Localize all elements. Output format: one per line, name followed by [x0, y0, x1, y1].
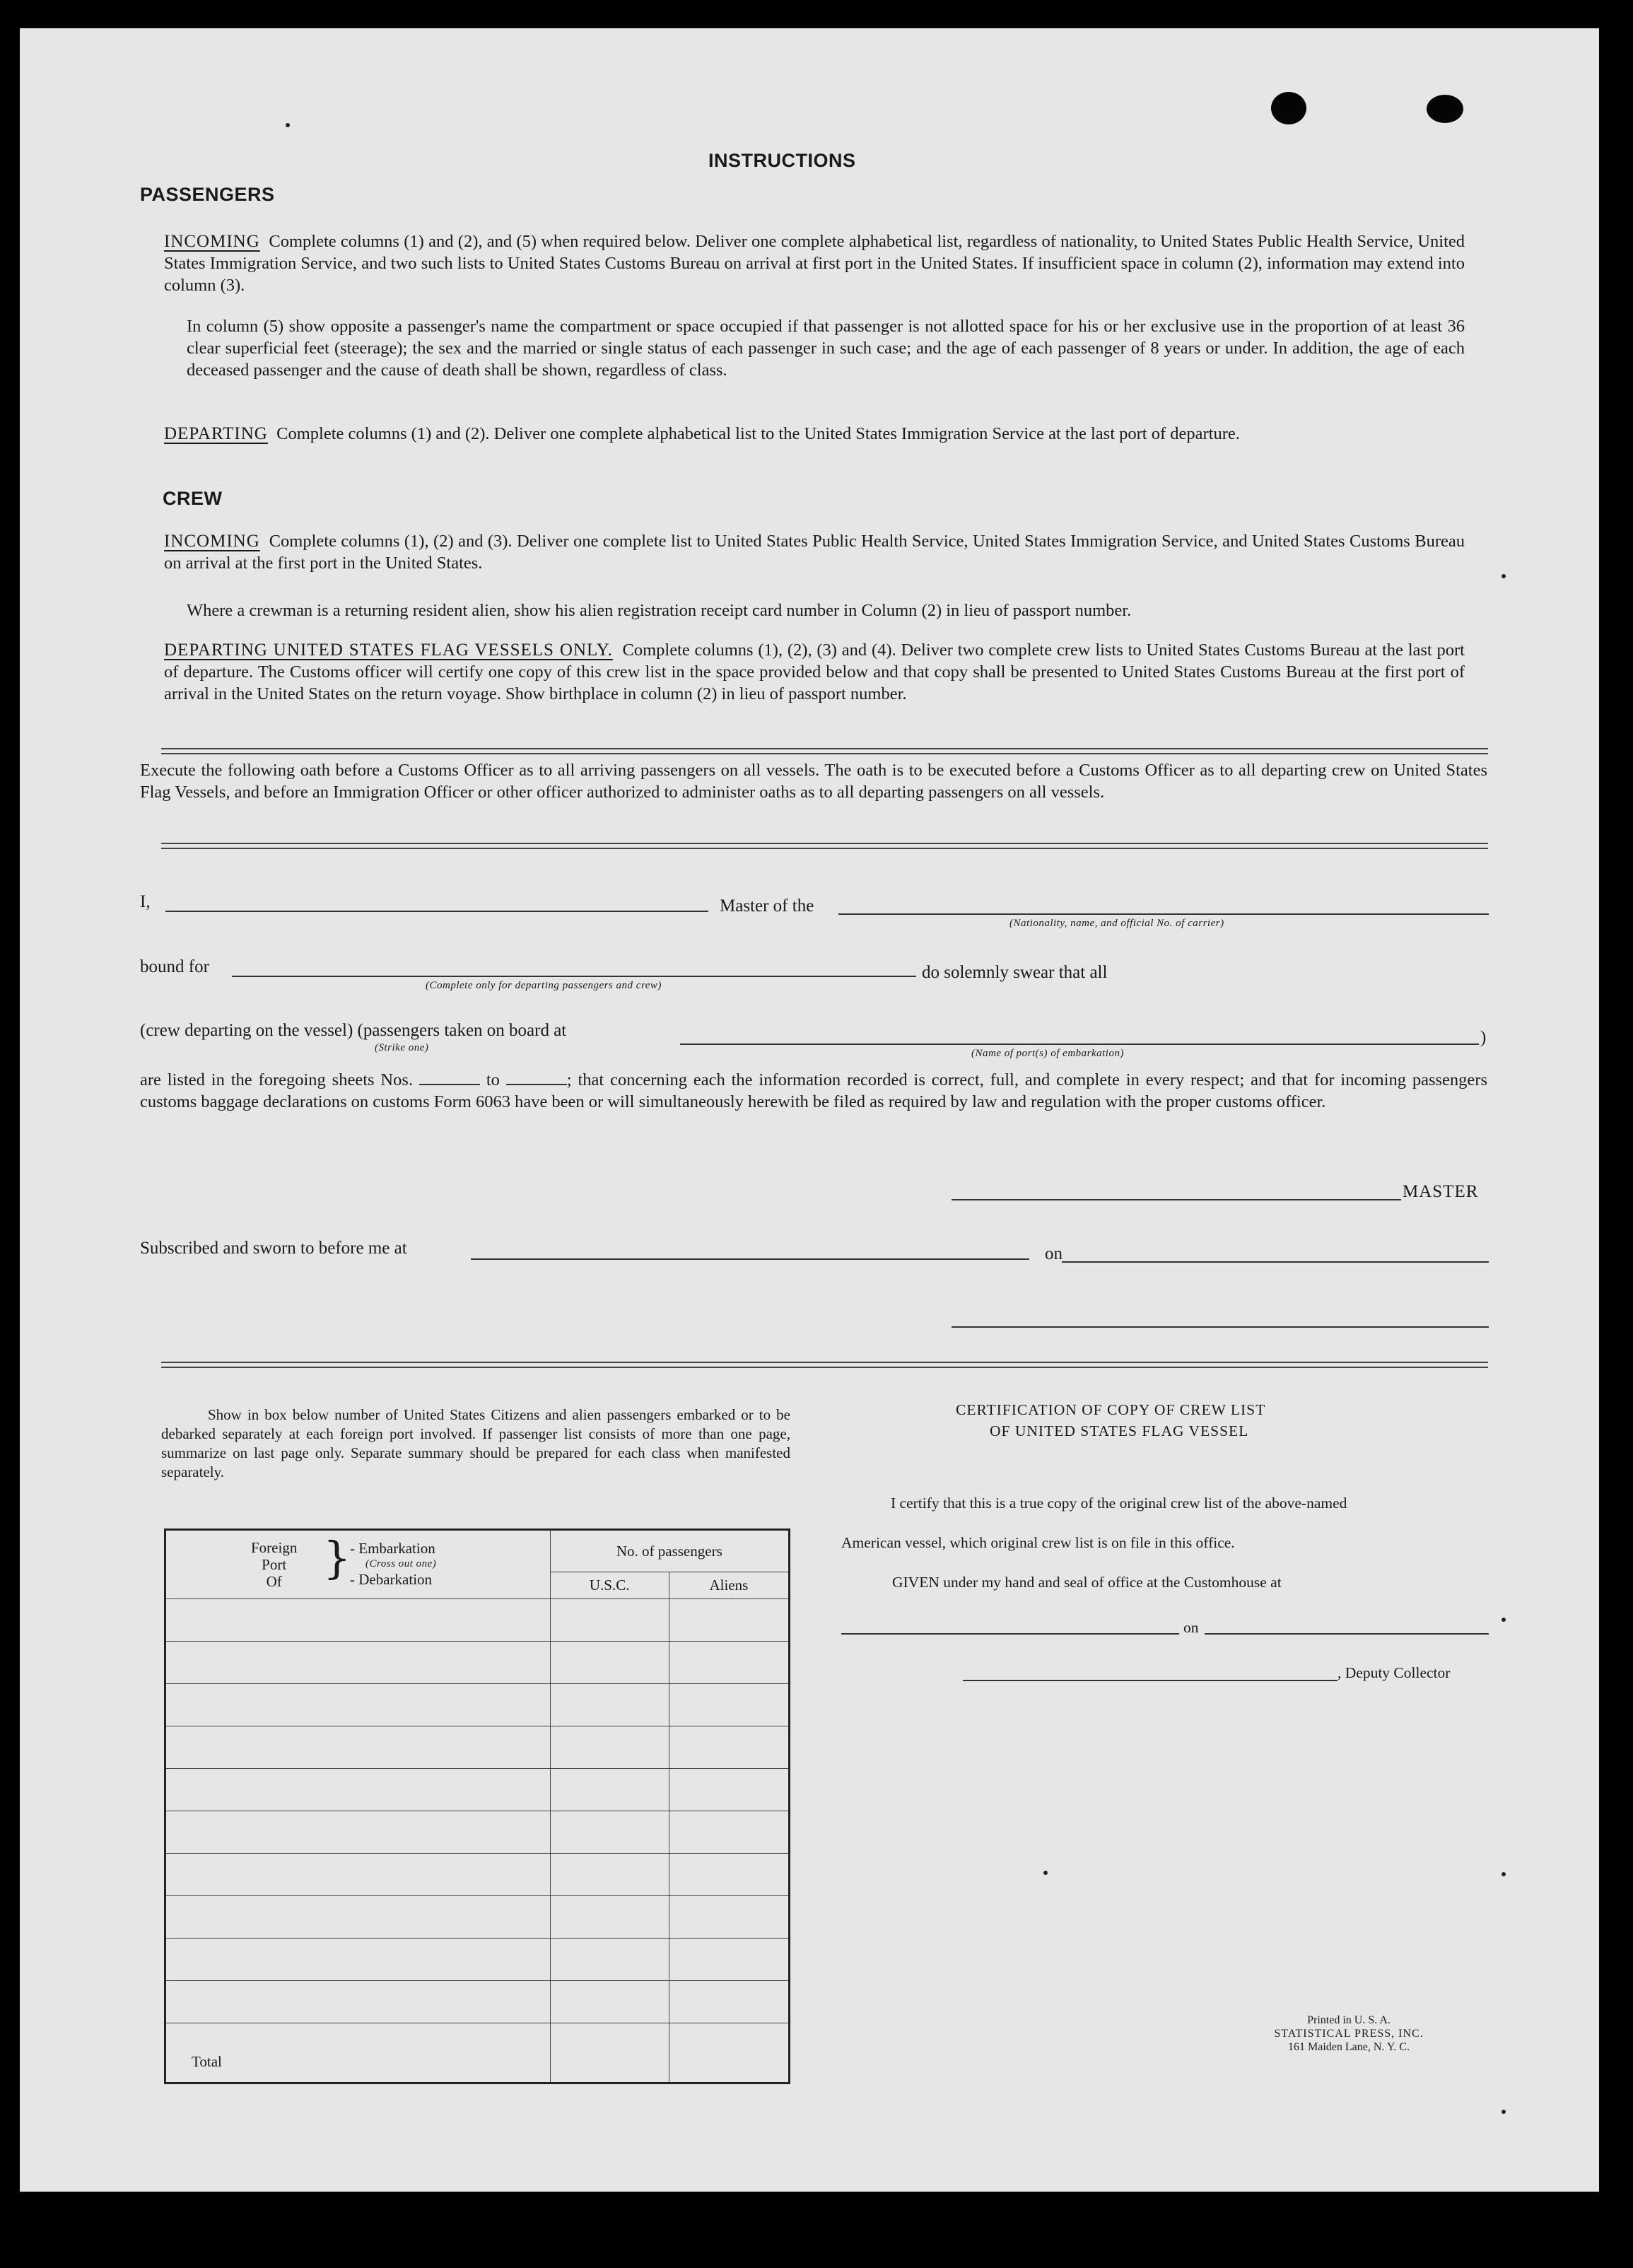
- passengers-incoming-label: INCOMING: [164, 232, 260, 251]
- scan-speck: [1502, 1618, 1506, 1622]
- scan-speck: [286, 123, 290, 127]
- carrier-caption: (Nationality, name, and official No. of carrier): [1009, 918, 1224, 929]
- carrier-field[interactable]: [838, 913, 1489, 915]
- crew-incoming-label: INCOMING: [164, 532, 260, 551]
- cross-out-caption: (Cross out one): [365, 1558, 437, 1570]
- customhouse-field[interactable]: [841, 1633, 1179, 1635]
- certify-line-2: American vessel, which original crew list is on file in this office.: [841, 1534, 1235, 1551]
- instructions-title: INSTRUCTIONS: [708, 150, 856, 171]
- usc-total-cell[interactable]: [550, 2023, 669, 2083]
- port-cell[interactable]: [165, 1642, 551, 1684]
- port-caption: (Name of port(s) of embarkation): [971, 1048, 1124, 1059]
- passenger-summary-table: [164, 1528, 790, 2084]
- embarkation-port-field[interactable]: [680, 1044, 1479, 1045]
- port-cell[interactable]: [165, 1599, 551, 1642]
- usc-cell[interactable]: [550, 1981, 669, 2023]
- bound-for-field[interactable]: [232, 976, 916, 977]
- crew-departing-text: Complete columns (1), (2), (3) and (4). Deliver two complete crew lists to United States Customs Bureau at the last port of departure. The Customs officer will certify one copy of this crew list in the space provided below and that copy shall be presented to United States Customs Bureau at the first port of arrival in the United States on the return voyage. Show birthplace in column (2) in lieu of passport number.: [164, 641, 1465, 703]
- aliens-cell[interactable]: [669, 1896, 789, 1939]
- subscribed-label: Subscribed and sworn to before me at: [140, 1239, 407, 1258]
- punch-hole-left: [1271, 92, 1306, 124]
- summary-instructions: Show in box below number of United States Citizens and alien passengers embarked or to be debarked separately at each foreign port involved. If passenger list consists of more than one page, summarize on last page only. Separate summary should be prepared for each class when manifested separately.: [161, 1406, 790, 1480]
- swear-label: do solemnly swear that all: [922, 963, 1108, 982]
- embarkation-label: - Embarkation: [350, 1540, 435, 1557]
- sheet-to-field[interactable]: [506, 1084, 567, 1085]
- deputy-label: , Deputy Collector: [1338, 1664, 1451, 1681]
- column5-paragraph: In column (5) show opposite a passenger's name the compartment or space occupied if that passenger is not allotted space for his or her exclusive use in the proportion of at least 36 clear superficial feet (steerage); the sex and the married or single status of each passenger in such case; and the age of each passenger of 8 years or under. In addition, the age of each deceased passenger and the cause of death shall be shown, regardless of class.: [187, 317, 1465, 380]
- passengers-departing-paragraph: [164, 423, 1465, 445]
- punch-hole-right: [1427, 95, 1463, 123]
- close-paren: ): [1480, 1028, 1487, 1047]
- foreign-label: Foreign: [251, 1539, 298, 1556]
- crew-departing-paragraph: [164, 639, 1465, 705]
- divider: [161, 1362, 1488, 1368]
- port-cell[interactable]: [165, 1769, 551, 1811]
- sworn-on-label: on: [1045, 1244, 1063, 1263]
- usc-cell[interactable]: [550, 1599, 669, 1642]
- aliens-total-cell[interactable]: [669, 2023, 789, 2083]
- scan-speck: [1502, 574, 1506, 578]
- certify-line-1: I certify that this is a true copy of the original crew list of the above-named: [891, 1495, 1347, 1512]
- aliens-cell[interactable]: [669, 1684, 789, 1726]
- port-cell[interactable]: [165, 1854, 551, 1896]
- passengers-header: No. of passengers: [550, 1530, 789, 1572]
- bound-for-label: bound for: [140, 957, 209, 976]
- of-label: Of: [266, 1573, 282, 1590]
- brace-icon: }: [323, 1532, 351, 1584]
- form-sheet: [20, 28, 1599, 2192]
- total-cell: [165, 2023, 551, 2083]
- port-label: Port: [262, 1556, 287, 1573]
- sheet-from-field[interactable]: [419, 1084, 480, 1085]
- passengers-incoming-text: Complete columns (1) and (2), and (5) when required below. Deliver one complete alphabetical list, regardless of nationality, to United States Public Health Service, United States Immigration Service, and two such lists to United States Customs Bureau on arrival at first port in the United States. If insufficient space in column (2), information may extend into column (3).: [164, 232, 1465, 295]
- port-cell[interactable]: [165, 1981, 551, 2023]
- aliens-cell[interactable]: [669, 1726, 789, 1769]
- usc-cell[interactable]: [550, 1642, 669, 1684]
- printer-imprint: [1236, 2013, 1462, 2054]
- sworn-place-field[interactable]: [471, 1258, 1029, 1260]
- usc-cell[interactable]: [550, 1939, 669, 1981]
- passengers-heading: PASSENGERS: [140, 184, 275, 205]
- scan-speck: [1502, 2110, 1506, 2114]
- crew-incoming-paragraph: [164, 530, 1465, 574]
- usc-cell[interactable]: [550, 1854, 669, 1896]
- to-label: to: [486, 1070, 500, 1089]
- port-cell[interactable]: [165, 1684, 551, 1726]
- printer-line-3: 161 Maiden Lane, N. Y. C.: [1288, 2041, 1410, 2053]
- officer-signature-field[interactable]: [952, 1326, 1489, 1328]
- passengers-departing-text: Complete columns (1) and (2). Deliver one complete alphabetical list to the United States Immigration Service at the last port of departure.: [276, 424, 1240, 443]
- port-cell[interactable]: [165, 1811, 551, 1854]
- crew-departing-label: DEPARTING UNITED STATES FLAG VESSELS ONLY.: [164, 641, 613, 660]
- master-of-label: Master of the: [720, 896, 814, 916]
- oath-i-label: I,: [140, 892, 151, 911]
- bound-for-caption: (Complete only for departing passengers and crew): [426, 980, 662, 991]
- sworn-date-field[interactable]: [1062, 1261, 1489, 1263]
- aliens-cell[interactable]: [669, 1811, 789, 1854]
- crew-resident-paragraph: Where a crewman is a returning resident alien, show his alien registration receipt card number in Column (2) in lieu of passport number.: [187, 601, 1132, 620]
- given-text: GIVEN under my hand and seal of office at the Customhouse at: [892, 1574, 1282, 1591]
- scan-speck: [1502, 1872, 1506, 1876]
- usc-cell[interactable]: [550, 1811, 669, 1854]
- usc-header: U.S.C.: [550, 1572, 669, 1599]
- deputy-signature-field[interactable]: [963, 1680, 1338, 1681]
- scan-speck: [1043, 1871, 1048, 1875]
- crew-incoming-text: Complete columns (1), (2) and (3). Deliver one complete list to United States Public Health Service, United States Immigration Service, and United States Customs Bureau on arrival at the first port in the United States.: [164, 532, 1465, 573]
- crew-departing-label: (crew departing on the vessel) (passengers taken on board at: [140, 1021, 567, 1040]
- total-label: Total: [192, 2053, 222, 2070]
- strike-caption: (Strike one): [375, 1042, 429, 1053]
- divider: [161, 748, 1488, 754]
- aliens-cell[interactable]: [669, 1599, 789, 1642]
- master-name-field[interactable]: [165, 911, 708, 912]
- oath-intro: Execute the following oath before a Customs Officer as to all arriving passengers on all vessels. The oath is to be executed before a Customs Officer as to all departing crew on United States Flag Vessels, and before an Immigration Officer or other officer authorized to administer oaths as to all departing passengers on all vessels.: [140, 761, 1487, 802]
- printer-line-1: Printed in U. S. A.: [1307, 2014, 1391, 2026]
- port-cell[interactable]: [165, 1939, 551, 1981]
- aliens-cell[interactable]: [669, 1854, 789, 1896]
- passengers-incoming-paragraph: [164, 230, 1465, 296]
- divider: [161, 843, 1488, 849]
- master-label: MASTER: [1403, 1182, 1479, 1201]
- listed-paragraph: [140, 1069, 1487, 1113]
- master-signature-field[interactable]: [952, 1199, 1401, 1200]
- aliens-cell[interactable]: [669, 1642, 789, 1684]
- foreign-port-header: [165, 1530, 551, 1599]
- usc-cell[interactable]: [550, 1684, 669, 1726]
- usc-cell[interactable]: [550, 1726, 669, 1769]
- cert-date-field[interactable]: [1205, 1633, 1489, 1635]
- certification-title-2: OF UNITED STATES FLAG VESSEL: [990, 1422, 1249, 1439]
- usc-cell[interactable]: [550, 1769, 669, 1811]
- printer-line-2: STATISTICAL PRESS, INC.: [1274, 2028, 1424, 2040]
- aliens-cell[interactable]: [669, 1769, 789, 1811]
- passengers-departing-label: DEPARTING: [164, 424, 268, 443]
- aliens-cell[interactable]: [669, 1981, 789, 2023]
- listed-label: are listed in the foregoing sheets Nos.: [140, 1070, 414, 1089]
- cert-on-label: on: [1183, 1619, 1199, 1636]
- listed-text: ; that concerning each the information recorded is correct, full, and complete in every respect; and that for incoming passengers customs baggage declarations on customs Form 6063 have been or will simultaneously herewith be filed as required by law and regulation with the proper customs officer.: [140, 1070, 1487, 1111]
- aliens-cell[interactable]: [669, 1939, 789, 1981]
- port-cell[interactable]: [165, 1726, 551, 1769]
- usc-cell[interactable]: [550, 1896, 669, 1939]
- port-cell[interactable]: [165, 1896, 551, 1939]
- aliens-header: Aliens: [669, 1572, 789, 1599]
- certification-title-1: CERTIFICATION OF COPY OF CREW LIST: [956, 1401, 1266, 1418]
- debarkation-label: - Debarkation: [350, 1571, 433, 1588]
- crew-heading: CREW: [163, 488, 223, 509]
